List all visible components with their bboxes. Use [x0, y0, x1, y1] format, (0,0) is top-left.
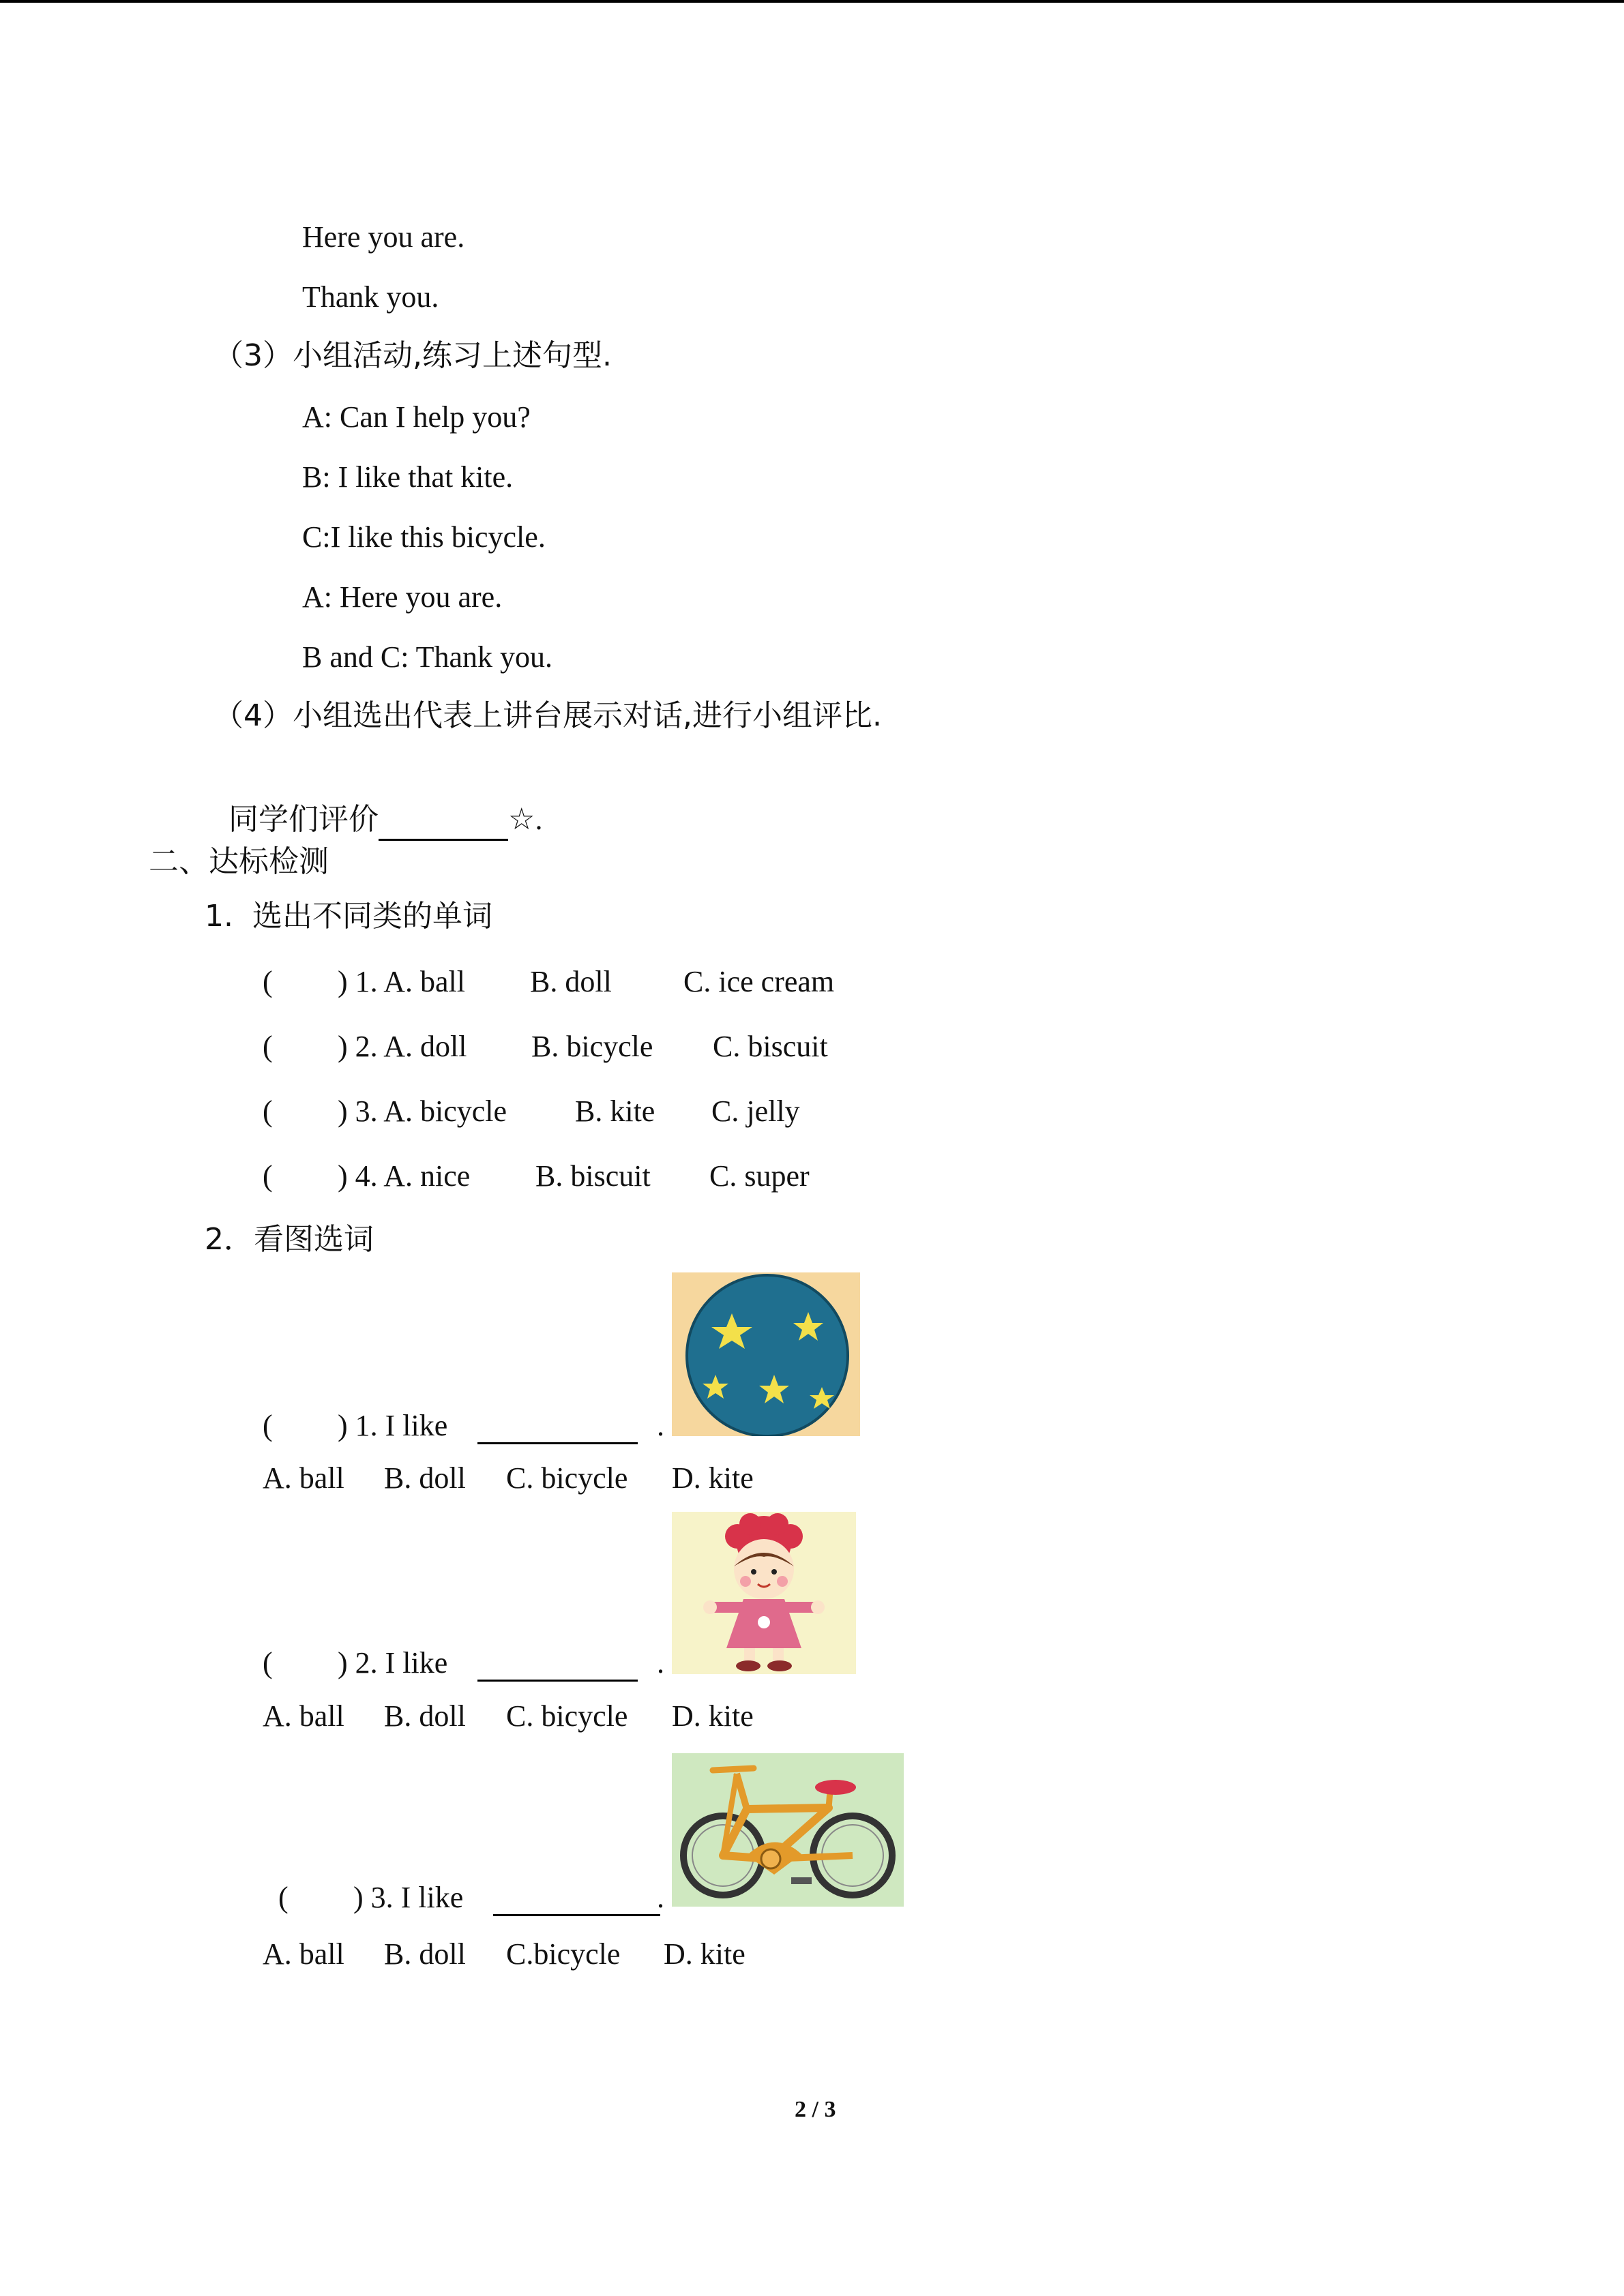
option-b: B. biscuit: [535, 1159, 651, 1193]
option-c: C. jelly: [711, 1094, 800, 1128]
section2-heading: 二、达标检测: [149, 844, 329, 879]
options-row: [263, 1697, 876, 1735]
option: C. bicycle: [506, 1461, 628, 1495]
answer-bracket[interactable]: (: [263, 965, 273, 998]
option: A. ball: [263, 1461, 344, 1495]
question-end: .: [657, 1881, 664, 1914]
option-b: B. bicycle: [531, 1030, 653, 1063]
part1-title: 1. 选出不同类的单词: [205, 899, 492, 934]
question-end: .: [657, 1646, 664, 1680]
dialogue-line: B: I like that kite.: [302, 460, 514, 494]
dialogue-line: Here you are.: [302, 220, 465, 254]
option: B. doll: [384, 1461, 466, 1495]
question-row: [278, 1879, 824, 1917]
answer-bracket[interactable]: (: [263, 1159, 273, 1193]
option: B. doll: [384, 1937, 466, 1971]
option: D. kite: [672, 1699, 754, 1733]
question-stem: ) 3. I like: [353, 1881, 464, 1914]
answer-bracket[interactable]: (: [263, 1409, 273, 1442]
options-row: [263, 1935, 876, 1973]
question-row: [263, 1092, 945, 1131]
rating-prefix: 同学们评价: [228, 802, 379, 837]
option: C. bicycle: [506, 1699, 628, 1733]
option-c: C. ice cream: [683, 965, 835, 998]
star-icon: ☆.: [508, 803, 543, 836]
dialogue-line: Thank you.: [302, 280, 439, 314]
option: B. doll: [384, 1699, 466, 1733]
dialogue-line: B and C: Thank you.: [302, 640, 553, 674]
question-row: [263, 1644, 808, 1682]
option-b: B. kite: [575, 1094, 655, 1128]
option-b: B. doll: [530, 965, 612, 998]
question-stem: ) 1. I like: [338, 1409, 448, 1442]
question-text: ) 3. A. bicycle: [338, 1094, 507, 1128]
option: A. ball: [263, 1699, 344, 1733]
answer-blank[interactable]: [493, 1879, 660, 1916]
rating-blank[interactable]: [379, 801, 508, 841]
question-row: [263, 963, 945, 1001]
answer-bracket[interactable]: (: [263, 1094, 273, 1128]
option: A. ball: [263, 1937, 344, 1971]
step3-heading: （3）小组活动,练习上述句型.: [213, 338, 612, 373]
question-text: ) 4. A. nice: [338, 1159, 471, 1193]
option-c: C. super: [709, 1159, 810, 1193]
answer-blank[interactable]: [477, 1644, 638, 1682]
question-row: [263, 1157, 945, 1195]
rating-line: [213, 762, 542, 841]
question-text: ) 1. A. ball: [338, 965, 465, 998]
options-row: [263, 1459, 876, 1497]
option-c: C. biscuit: [713, 1030, 828, 1063]
answer-bracket[interactable]: (: [263, 1030, 273, 1063]
answer-bracket[interactable]: (: [278, 1881, 289, 1914]
part2-title: 2．看图选词: [205, 1222, 374, 1257]
answer-blank[interactable]: [477, 1407, 638, 1444]
dialogue-line: A: Here you are.: [302, 580, 503, 614]
question-stem: ) 2. I like: [338, 1646, 448, 1680]
question-row: [263, 1028, 945, 1066]
answer-bracket[interactable]: (: [263, 1646, 273, 1680]
step4-heading: （4）小组选出代表上讲台展示对话,进行小组评比.: [213, 698, 882, 733]
top-border: [0, 0, 1624, 3]
option: D. kite: [664, 1937, 745, 1971]
question-end: .: [657, 1409, 664, 1442]
question-row: [263, 1407, 808, 1445]
page-number: 2 / 3: [795, 2097, 836, 2122]
option: D. kite: [672, 1461, 754, 1495]
question-text: ) 2. A. doll: [338, 1030, 467, 1063]
dialogue-line: C:I like this bicycle.: [302, 520, 546, 554]
dialogue-line: A: Can I help you?: [302, 400, 531, 434]
option: C.bicycle: [506, 1937, 621, 1971]
